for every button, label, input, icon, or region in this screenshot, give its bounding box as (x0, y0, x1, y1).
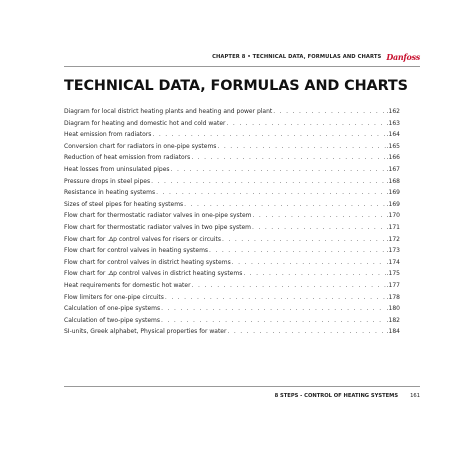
toc-entry-page: .170 (386, 212, 400, 220)
toc-entry-label: Flow chart for thermostatic radiator valves in two pipe system (64, 223, 252, 231)
toc-dot-leader (161, 303, 386, 315)
toc-entry[interactable] (64, 326, 400, 338)
toc-entry[interactable] (64, 129, 400, 141)
toc-entry-label: Flow chart for control valves in heating systems (64, 247, 209, 255)
toc-dot-leader (161, 315, 386, 327)
toc-entry-label: Reduction of heat emission from radiators (64, 154, 191, 162)
toc-entry-page: .171 (386, 223, 400, 231)
toc-dot-leader (243, 268, 385, 280)
toc-dot-leader (156, 187, 385, 199)
chapter-heading: CHAPTER 8 • TECHNICAL DATA, FORMULAS AND CHARTS (212, 54, 382, 60)
toc-entry-label: SI-units, Greek alphabet, Physical properties for water (64, 328, 227, 336)
toc-entry[interactable] (64, 118, 400, 130)
toc-entry-page: .182 (386, 316, 400, 324)
toc-entry-page: .174 (386, 258, 400, 266)
toc-entry-label: Conversion chart for radiators in one-pipe systems (64, 142, 217, 150)
page-number: 161 (410, 393, 420, 399)
toc-dot-leader (222, 234, 386, 246)
toc-dot-leader (209, 245, 386, 257)
toc-entry-label: Flow chart for control valves in district heating systems (64, 258, 231, 266)
page-title: TECHNICAL DATA, FORMULAS AND CHARTS (64, 78, 408, 94)
toc-entry-label: Flow limiters for one-pipe circuits (64, 293, 164, 301)
toc-dot-leader (184, 199, 385, 211)
toc-entry[interactable] (64, 245, 400, 257)
toc-entry-label: Heat emission from radiators (64, 131, 152, 139)
running-header (212, 50, 420, 64)
toc-entry[interactable] (64, 303, 400, 315)
toc-entry-label: Sizes of steel pipes for heating systems (64, 200, 184, 208)
toc-dot-leader (192, 280, 386, 292)
toc-entry-page: .162 (386, 108, 400, 115)
toc-entry-page: .169 (386, 200, 400, 208)
toc-entry[interactable] (64, 315, 400, 327)
toc-entry-page: .173 (386, 247, 400, 255)
toc-entry-label: Heat requirements for domestic hot water (64, 281, 191, 289)
toc-entry-label: Flow chart for .∆p control valves for risers or circuits (64, 235, 221, 243)
toc-entry-page: .178 (386, 293, 400, 301)
toc-dot-leader (232, 257, 386, 269)
toc-dot-leader (152, 129, 385, 141)
toc-dot-leader (252, 222, 386, 234)
footer-book-title: 8 STEPS - CONTROL OF HEATING SYSTEMS (274, 393, 399, 399)
toc-entry[interactable] (64, 152, 400, 164)
toc-entry-label: Resistance in heating systems (64, 189, 156, 197)
toc-dot-leader (253, 210, 386, 222)
toc-entry-page: .184 (386, 328, 400, 336)
toc-entry-page: .163 (386, 119, 400, 127)
toc-dot-leader (171, 164, 386, 176)
toc-dot-leader (191, 152, 385, 164)
toc-entry-page: .168 (386, 177, 400, 185)
toc-entry[interactable] (64, 222, 400, 234)
toc-entry[interactable] (64, 234, 400, 246)
toc-entry-page: .164 (386, 131, 400, 139)
toc-dot-leader (273, 106, 385, 118)
toc-entry[interactable] (64, 210, 400, 222)
toc-entry[interactable] (64, 199, 400, 211)
toc-entry-page: .166 (386, 154, 400, 162)
toc-entry-page: .175 (386, 270, 400, 278)
table-of-contents (64, 106, 400, 338)
header-divider (64, 66, 420, 67)
toc-entry-page: .177 (386, 281, 400, 289)
toc-entry[interactable] (64, 141, 400, 153)
toc-entry[interactable] (64, 257, 400, 269)
toc-dot-leader (165, 292, 386, 304)
footer-divider (64, 386, 420, 387)
toc-entry-page: .169 (386, 189, 400, 197)
toc-entry-label: Flow chart for thermostatic radiator valves in one-pipe system (64, 212, 252, 220)
toc-entry-page: .172 (386, 235, 400, 243)
toc-entry[interactable] (64, 292, 400, 304)
danfoss-logo-icon: Danfoss (386, 52, 420, 62)
toc-entry-page: .180 (386, 305, 400, 313)
toc-entry-label: Diagram for local district heating plants and heating and power plant (64, 108, 273, 115)
toc-entry[interactable] (64, 268, 400, 280)
toc-entry-label: Heat losses from uninsulated pipes (64, 165, 170, 173)
toc-dot-leader (151, 176, 386, 188)
toc-entry-label: Diagram for heating and domestic hot and cold water (64, 119, 226, 127)
toc-entry[interactable] (64, 187, 400, 199)
toc-entry-page: .165 (386, 142, 400, 150)
toc-entry[interactable] (64, 176, 400, 188)
running-footer (240, 390, 420, 402)
toc-dot-leader (227, 326, 385, 338)
toc-entry-page: .167 (386, 165, 400, 173)
toc-entry[interactable] (64, 164, 400, 176)
toc-dot-leader (217, 141, 385, 153)
toc-entry[interactable] (64, 106, 400, 118)
toc-entry-label: Calculation of one-pipe systems (64, 305, 161, 313)
toc-entry[interactable] (64, 280, 400, 292)
toc-entry-label: Pressure drops in steel pipes (64, 177, 151, 185)
toc-entry-label: Flow chart for .∆p control valves in district heating systems (64, 270, 243, 278)
toc-dot-leader (226, 118, 385, 130)
toc-entry-label: Calculation of two-pipe systems (64, 316, 160, 324)
